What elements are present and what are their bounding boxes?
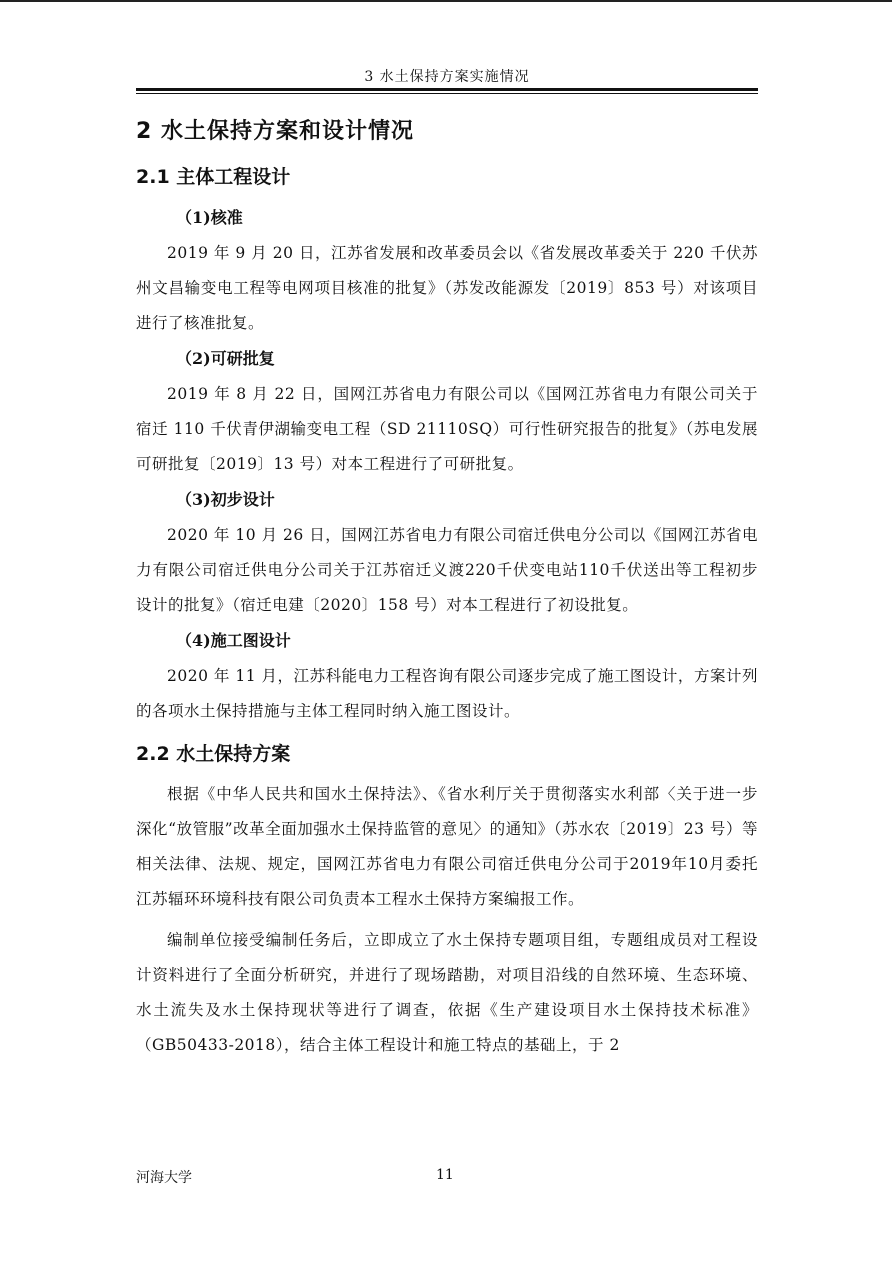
paragraph-feasibility: 2019 年 8 月 22 日，国网江苏省电力有限公司以《国网江苏省电力有限公司关于宿迁 110 千伏青伊湖输变电工程（SD 21110SQ）可行性研究报告的批复》（苏电发展可研批复〔2019〕13 号）对本工程进行了可研批复。 <box>136 385 758 473</box>
header-rule-thick <box>136 88 758 91</box>
subsection-heading-preliminary-design: （3)初步设计 <box>176 490 275 509</box>
page-number: 11 <box>436 1167 454 1183</box>
paragraph-plan-basis: 根据《中华人民共和国水土保持法》、《省水利厅关于贯彻落实水利部〈关于进一步深化“放管服”改革全面加强水土保持监管的意见〉的通知》（苏水农〔2019〕23 号）等相关法律、法规、规定，国网江苏省电力有限公司宿迁供电分公司于2019年10月委托江苏辐环环境科技有限公司负责本工程水土保持方案编报工作。 <box>136 785 758 908</box>
paragraph-approval: 2019 年 9 月 20 日，江苏省发展和改革委员会以《省发展改革委关于 220 千伏苏州文昌输变电工程等电网项目核准的批复》（苏发改能源发〔2019〕853 号）对该项目进行了核准批复。 <box>136 244 758 332</box>
subsection-heading-feasibility: （2)可研批复 <box>176 349 275 368</box>
running-header: 3 水土保持方案实施情况 <box>364 69 530 85</box>
subsection-heading-approval: （1)核准 <box>176 208 243 227</box>
paragraph-preliminary-design: 2020 年 10 月 26 日，国网江苏省电力有限公司宿迁供电分公司以《国网江苏省电力有限公司宿迁供电分公司关于江苏宿迁义渡220千伏变电站110千伏送出等工程初步设计的批复》（宿迁电建〔2020〕158 号）对本工程进行了初设批复。 <box>136 526 758 614</box>
paragraph-construction-drawing: 2020 年 11 月，江苏科能电力工程咨询有限公司逐步完成了施工图设计，方案计列的各项水土保持措施与主体工程同时纳入施工图设计。 <box>136 667 758 720</box>
section-title-2-1: 2.1 主体工程设计 <box>136 166 291 188</box>
paragraph-plan-preparation: 编制单位接受编制任务后，立即成立了水土保持专题项目组，专题组成员对工程设计资料进行了全面分析研究，并进行了现场踏勘，对项目沿线的自然环境、生态环境、水土流失及水土保持现状等进行了调查，依据《生产建设项目水土保持技术标准》（GB50433-2018），结合主体工程设计和施工特点的基础上，于 2 <box>136 931 758 1054</box>
top-border-line <box>0 0 892 2</box>
footer-institution: 河海大学 <box>136 1170 192 1186</box>
section-title-2-2: 2.2 水土保持方案 <box>136 743 291 765</box>
subsection-heading-construction-drawing: （4)施工图设计 <box>176 631 291 650</box>
chapter-title: 2 水土保持方案和设计情况 <box>136 119 414 144</box>
page-body <box>136 112 758 1063</box>
header-rule-thin <box>136 93 758 94</box>
